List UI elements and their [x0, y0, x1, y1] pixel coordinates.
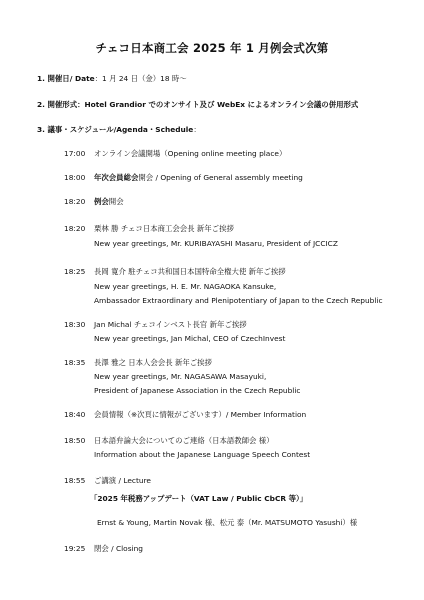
agenda-label: 3. 議事・スケジュール/Agenda・Schedule: [37, 125, 194, 134]
program-item-1700: [64, 150, 286, 157]
program-continuation: New year greetings, Jan Michal, CEO of CzechInvest: [94, 334, 286, 343]
program-item-1855: [64, 477, 151, 484]
program-item-1825: [64, 268, 286, 275]
program-continuation: New year greetings, Mr. NAGASAWA Masayuki,: [94, 372, 267, 381]
program-time: 18:30: [64, 320, 86, 329]
program-time: 18:20: [64, 224, 86, 233]
program-item-1830: [64, 321, 247, 328]
program-time: 18:50: [64, 436, 86, 445]
date-value: ：1 月 24 日（金）18 時～: [94, 74, 187, 83]
lecturers: Ernst & Young, Martin Novak 様、松元 泰（Mr. MATSUMOTO Yasushi）様: [97, 518, 358, 527]
program-text: オンライン会議開場（Opening online meeting place）: [94, 149, 287, 158]
program-continuation: New year greetings, H. E. Mr. NAGAOKA Kansuke,: [94, 282, 277, 291]
program-item-1820-open: [64, 198, 124, 205]
program-time: 18:35: [64, 358, 86, 367]
agenda-colon: ：: [193, 125, 201, 134]
section-date: [37, 75, 187, 82]
section-format: 2. 開催形式：Hotel Grandior でのオンサイト及び WebEx によるオンライン会議の併用形式: [37, 100, 359, 109]
document-title: チェコ日本商工会 2025 年 1 月例会式次第: [95, 41, 329, 55]
program-time: 19:25: [64, 544, 86, 553]
program-time: 18:40: [64, 410, 86, 419]
program-text: 会員情報（※次頁に情報がございます）/ Member Information: [94, 410, 307, 419]
program-continuation: Information about the Japanese Language Speech Contest: [94, 450, 311, 459]
program-time: 18:55: [64, 476, 86, 485]
program-text: 長澤 雅之 日本人会会長 新年ご挨拶: [94, 358, 212, 367]
program-item-1925: [64, 545, 143, 552]
program-text: ご講演 / Lecture: [94, 476, 151, 485]
program-time: 18:25: [64, 267, 86, 276]
program-continuation: Ambassador Extraordinary and Plenipotentiary of Japan to the Czech Republic: [94, 296, 383, 305]
program-text: 開会 / Opening of General assembly meeting: [138, 173, 303, 182]
program-continuation: President of Japanese Association in the Czech Republic: [94, 386, 301, 395]
program-text: Jan Michal チェコインベスト長官 新年ご挨拶: [94, 320, 247, 329]
program-time: 18:20: [64, 197, 86, 206]
section-agenda: [37, 126, 201, 133]
program-continuation: New year greetings, Mr. KURIBAYASHI Masaru, President of JCCICZ: [94, 239, 338, 248]
program-time: 17:00: [64, 149, 86, 158]
program-item-1800: [64, 174, 303, 181]
program-item-1835: [64, 359, 212, 366]
program-text: 栗林 勝 チェコ日本商工会会長 新年ご挨拶: [94, 224, 234, 233]
program-time: 18:00: [64, 173, 86, 182]
date-label: 1. 開催日/ Date: [37, 74, 95, 83]
lecture-title: 「2025 年税務アップデート（VAT Law / Public CbCR 等）」: [90, 494, 308, 503]
program-bold-text: 年次会員総会: [94, 173, 139, 182]
program-text: 開会: [108, 197, 124, 206]
program-text: 長岡 寛介 駐チェコ共和国日本国特命全権大使 新年ご挨拶: [94, 267, 286, 276]
program-item-1840: [64, 411, 306, 418]
program-bold-text: 例会: [94, 197, 109, 206]
program-text: 閉会 / Closing: [94, 544, 143, 553]
program-text: 日本語弁論大会についてのご連絡（日本語教師会 様）: [94, 436, 274, 445]
program-item-1820-greeting: [64, 225, 234, 232]
program-item-1850: [64, 437, 274, 444]
